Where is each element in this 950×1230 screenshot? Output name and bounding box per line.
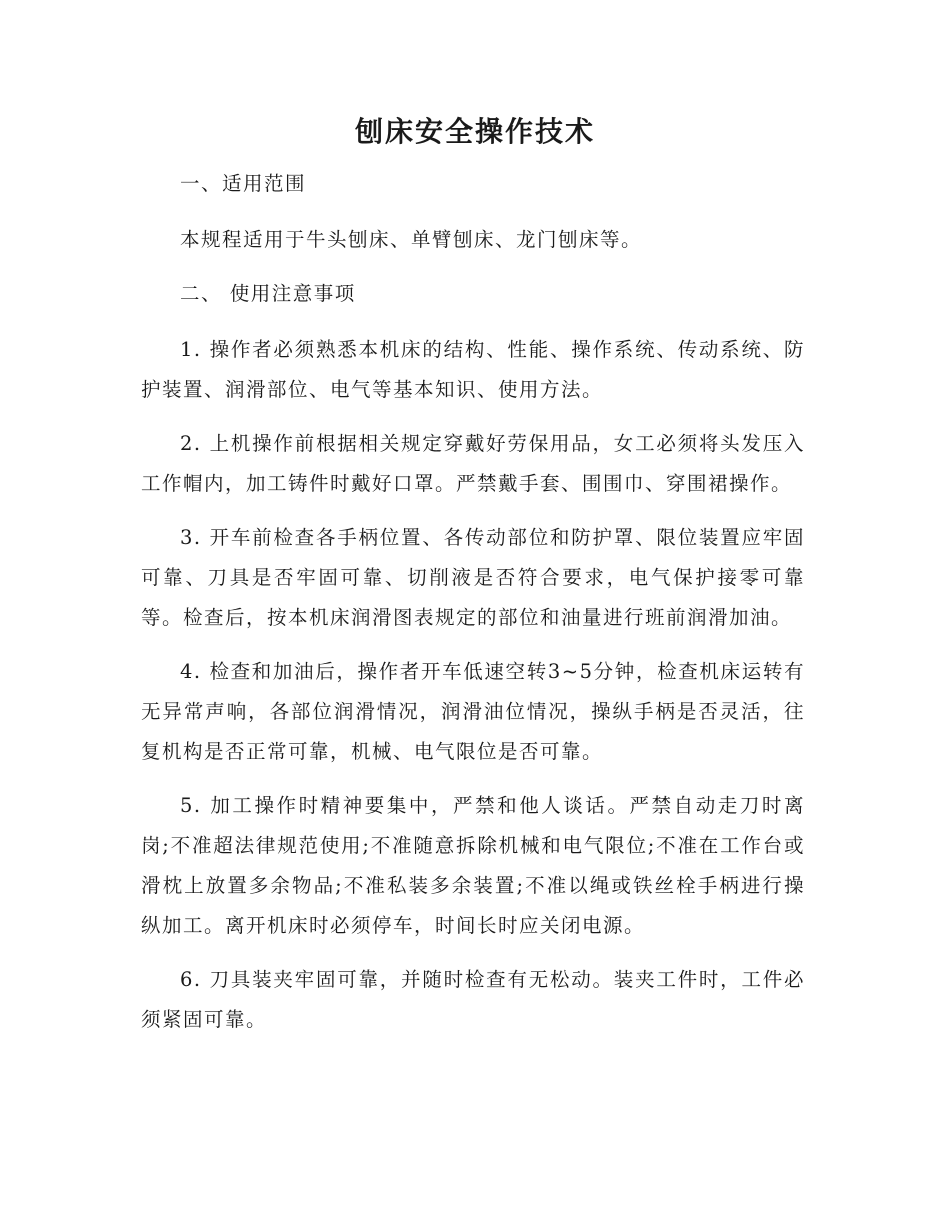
list-item-4: 4. 检查和加油后，操作者开车低速空转3~5分钟，检查机床运转有无异常声响，各部位润滑情况，润滑油位情况，操纵手柄是否灵活，往复机构是否正常可靠，机械、电气限位是否可靠。: [141, 660, 805, 763]
section-heading-usage: 二、 使用注意事项: [180, 282, 356, 305]
document-title: 刨床安全操作技术: [354, 115, 595, 148]
list-item-3: 3. 开车前检查各手柄位置、各传动部位和防护罩、限位装置应牢固可靠、刀具是否牢固可靠、切削液是否符合要求，电气保护接零可靠等。检查后，按本机床润滑图表规定的部位和油量进行班前润滑加油。: [141, 526, 805, 629]
document-body: [141, 164, 805, 1054]
list-item-6: 6. 刀具装夹牢固可靠，并随时检查有无松动。装夹工件时，工件必须紧固可靠。: [141, 968, 805, 1031]
list-item-1: 1. 操作者必须熟悉本机床的结构、性能、操作系统、传动系统、防护装置、润滑部位、电气等基本知识、使用方法。: [141, 338, 805, 401]
scope-paragraph: 本规程适用于牛头刨床、单臂刨床、龙门刨床等。: [180, 228, 643, 251]
section-heading-scope: 一、适用范围: [180, 172, 307, 195]
list-item-2: 2. 上机操作前根据相关规定穿戴好劳保用品，女工必须将头发压入工作帽内，加工铸件时戴好口罩。严禁戴手套、围围巾、穿围裙操作。: [141, 432, 805, 495]
list-item-5: 5. 加工操作时精神要集中，严禁和他人谈话。严禁自动走刀时离岗;不准超法律规范使用;不准随意拆除机械和电气限位;不准在工作台或滑枕上放置多余物品;不准私装多余装置;不准以绳或铁丝栓手柄进行操纵加工。离开机床时必须停车，时间长时应关闭电源。: [141, 794, 805, 937]
